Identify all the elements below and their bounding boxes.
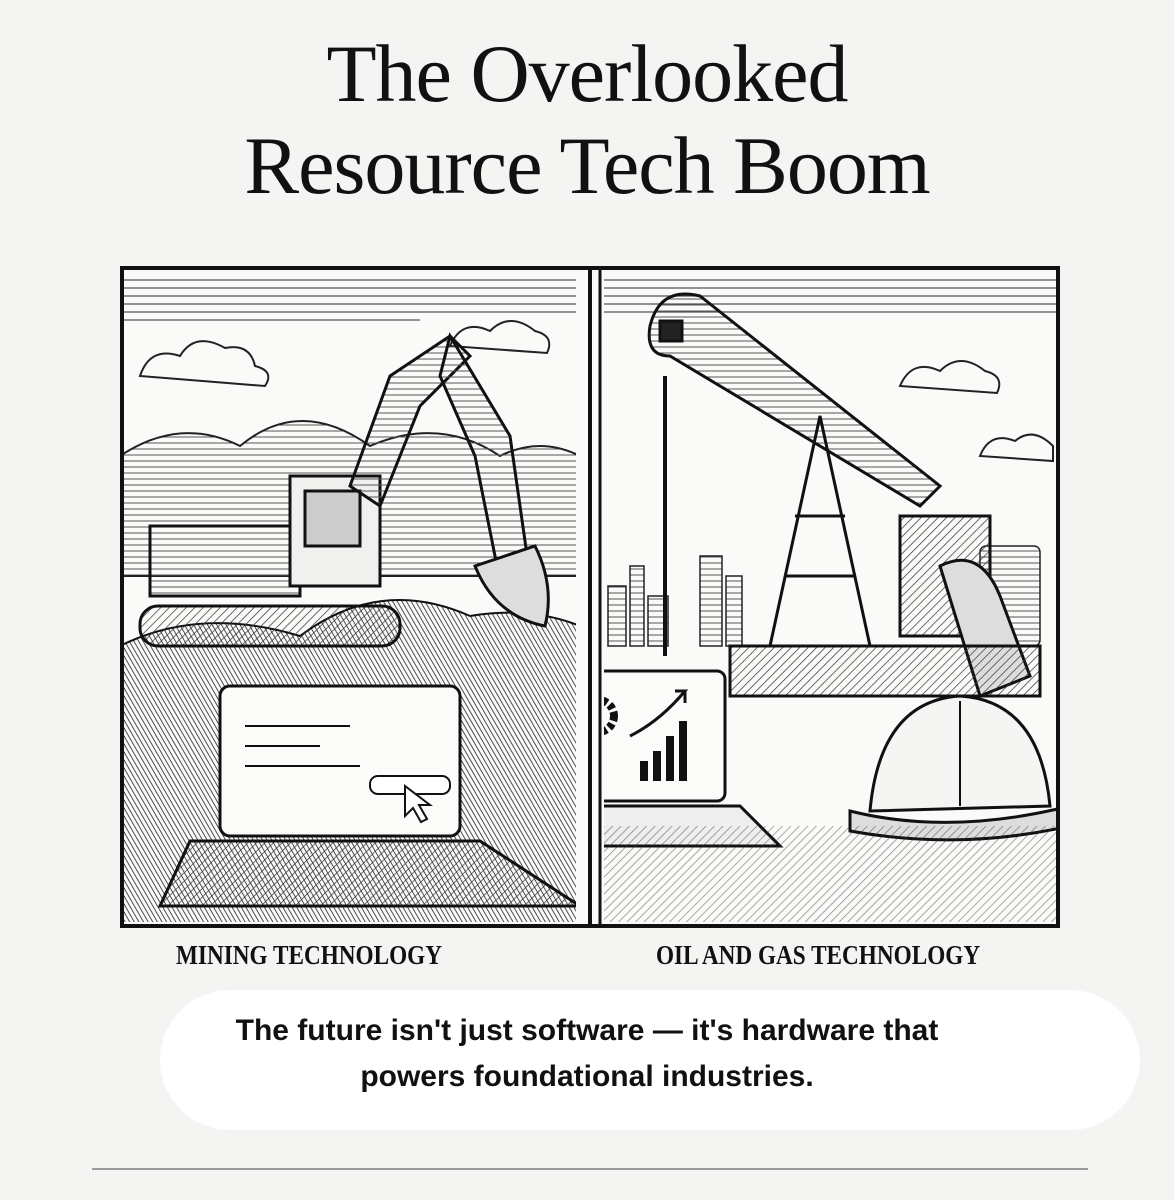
tagline-line-2: powers foundational industries.: [360, 1060, 814, 1093]
illustration: [120, 266, 1060, 928]
divider: [92, 1168, 1088, 1170]
table-surface: [600, 826, 1060, 926]
tagline-line-1: The future isn't just software — it's hardware that: [235, 1014, 939, 1047]
caption-oil-gas: OIL AND GAS TECHNOLOGY: [656, 940, 981, 970]
caption-mining: MINING TECHNOLOGY: [176, 940, 442, 970]
tagline: [0, 1008, 1174, 1100]
title-line-2: Resource Tech Boom: [244, 120, 930, 211]
page-title: [0, 28, 1174, 212]
title-line-1: The Overlooked: [326, 28, 848, 119]
